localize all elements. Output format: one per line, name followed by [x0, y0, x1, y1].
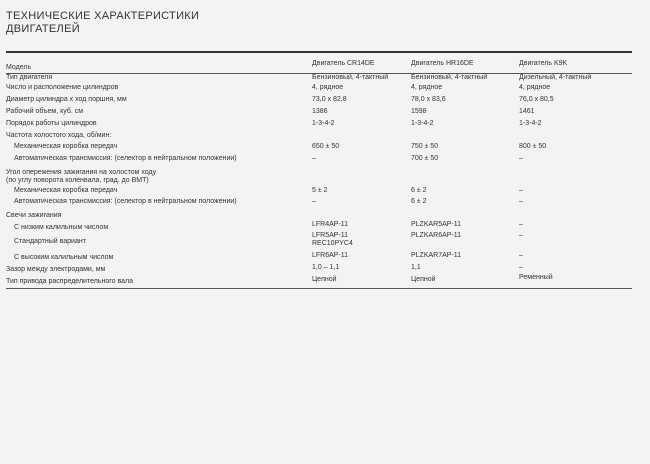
- row-value-k9k: 76,0 х 80,5: [519, 96, 554, 103]
- row-value-cr14de: 1,0 – 1,1: [312, 264, 340, 271]
- table-row: [0, 187, 650, 197]
- row-value-cr14de: Бензиновый, 4-тактный: [312, 74, 389, 81]
- row-value-hr16de: Цепной: [411, 276, 436, 283]
- row-value-cr14de: LFR6AP-11: [312, 252, 349, 259]
- table-row: [0, 177, 650, 187]
- row-label: Стандартный вариант: [14, 238, 86, 245]
- row-value-cr14de: 4, рядное: [312, 84, 344, 91]
- row-label: Диаметр цилиндра х ход поршня, мм: [6, 96, 127, 103]
- title-line-2: ДВИГАТЕЛЕЙ: [6, 23, 80, 35]
- row-value-k9k: –: [519, 252, 523, 259]
- row-value-k9k: –: [519, 155, 523, 162]
- row-value-cr14de: REC10PYC4: [312, 240, 353, 247]
- row-label: Свечи зажигания: [6, 212, 62, 219]
- table-row: [0, 274, 650, 288]
- row-value-cr14de: –: [312, 198, 316, 205]
- row-value-cr14de: Цепной: [312, 276, 337, 283]
- row-label: Угол опережения зажигания на холостом ходу: [6, 169, 157, 176]
- row-label: Зазор между электродами, мм: [6, 266, 106, 273]
- row-value-k9k: –: [519, 221, 523, 228]
- row-value-hr16de: 6 ± 2: [411, 187, 427, 194]
- row-value-hr16de: 4, рядное: [411, 84, 443, 91]
- row-label: Частота холостого хода, об/мин:: [6, 132, 112, 139]
- table-row: [0, 74, 650, 84]
- row-value-k9k: –: [519, 187, 523, 194]
- row-value-hr16de: 1-3-4-2: [411, 120, 434, 127]
- table-row: [0, 108, 650, 118]
- table-row: [0, 96, 650, 106]
- row-value-hr16de: PLZKAR5AP-11: [411, 221, 462, 228]
- page-title: [6, 10, 199, 36]
- row-label: Механическая коробка передач: [14, 143, 118, 150]
- row-value-k9k: Дизельный, 4-тактный: [519, 74, 592, 81]
- row-value-hr16de: PLZKAR7AP-11: [411, 252, 462, 259]
- row-label: С низким калильным числом: [14, 224, 109, 231]
- table-row: [0, 143, 650, 153]
- row-value-cr14de: –: [312, 155, 316, 162]
- row-label: Рабочий объем, куб. см: [6, 108, 84, 115]
- row-value-hr16de: Бензиновый, 4-тактный: [411, 74, 488, 81]
- row-value-hr16de: PLZKAR6AP-11: [411, 232, 462, 239]
- table-top-rule: [6, 51, 632, 53]
- row-label: Тип привода распределительного вала: [6, 278, 133, 285]
- header-model: Модель: [6, 64, 32, 71]
- row-value-cr14de: LFR4AP-11: [312, 221, 349, 228]
- row-label: Механическая коробка передач: [14, 187, 118, 194]
- row-value-hr16de: 700 ± 50: [411, 155, 439, 162]
- row-label: Порядок работы цилиндров: [6, 120, 97, 127]
- row-value-cr14de: 5 ± 2: [312, 187, 328, 194]
- table-row: [0, 120, 650, 130]
- table-row: [0, 132, 650, 142]
- row-label: С высоким калильным числом: [14, 254, 114, 261]
- table-row: [0, 84, 650, 94]
- title-line-1: ТЕХНИЧЕСКИЕ ХАРАКТЕРИСТИКИ: [6, 10, 200, 22]
- row-value-k9k: 800 ± 50: [519, 143, 547, 150]
- row-value-k9k: 1461: [519, 108, 535, 115]
- row-value-hr16de: 78,0 х 83,6: [411, 96, 446, 103]
- row-label: (по углу поворота коленвала, град. до ВМТ): [6, 177, 149, 184]
- table-row: [0, 238, 650, 248]
- row-value-cr14de: LFR5AP-11: [312, 232, 349, 239]
- row-value-k9k: 1-3-4-2: [519, 120, 542, 127]
- row-value-k9k: –: [519, 232, 523, 239]
- row-value-hr16de: 1598: [411, 108, 427, 115]
- row-value-k9k: 4, рядное: [519, 84, 551, 91]
- row-label: Автоматическая трансмиссия: (селектор в нейтральном положении): [14, 155, 237, 162]
- header-col-1: Двигатель CR14DE: [312, 60, 375, 67]
- row-value-cr14de: 1-3-4-2: [312, 120, 335, 127]
- row-value-hr16de: 1,1: [411, 264, 421, 271]
- row-value-k9k: –: [519, 264, 523, 271]
- row-value-hr16de: 6 ± 2: [411, 198, 427, 205]
- row-value-k9k: Ременный: [519, 274, 553, 281]
- row-label: Число и расположение цилиндров: [6, 84, 119, 91]
- table-row: [0, 155, 650, 165]
- row-label: Автоматическая трансмиссия: (селектор в нейтральном положении): [14, 198, 237, 205]
- table-row: [0, 254, 650, 264]
- row-label: Тип двигателя: [6, 74, 53, 81]
- table-row: [0, 198, 650, 208]
- row-value-k9k: –: [519, 198, 523, 205]
- row-value-cr14de: 1386: [312, 108, 328, 115]
- table-bottom-rule: [6, 288, 632, 289]
- row-value-cr14de: 650 ± 50: [312, 143, 340, 150]
- row-value-cr14de: 73,0 х 82,8: [312, 96, 347, 103]
- header-col-3: Двигатель K9K: [519, 60, 568, 67]
- header-col-2: Двигатель HR16DE: [411, 60, 474, 67]
- row-value-hr16de: 750 ± 50: [411, 143, 439, 150]
